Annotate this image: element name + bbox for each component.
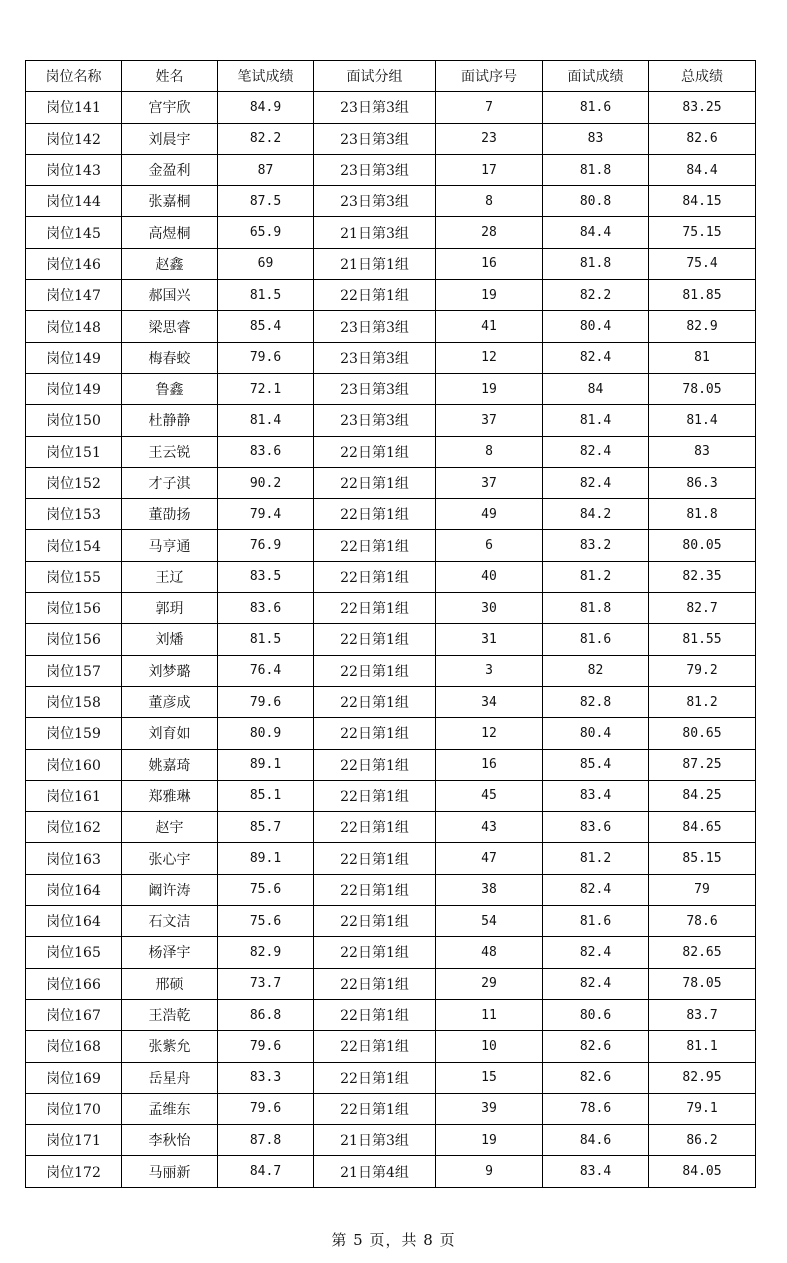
table-row	[26, 436, 756, 467]
col-interview-score-cell: 82.4	[543, 467, 649, 498]
col-name-cell: 杨泽宇	[122, 937, 218, 968]
col-interview-order-cell: 37	[436, 467, 543, 498]
col-interview-order-cell: 11	[436, 999, 543, 1030]
col-name-cell: 马亨通	[122, 530, 218, 561]
col-total-score-cell: 82.9	[649, 311, 756, 342]
col-interview-order-cell: 10	[436, 1031, 543, 1062]
col-name-cell: 金盈利	[122, 154, 218, 185]
col-total-score-cell: 80.65	[649, 718, 756, 749]
col-total-score-cell: 82.6	[649, 123, 756, 154]
table-row	[26, 405, 756, 436]
column-header-name: 姓名	[122, 61, 218, 92]
col-written-score-cell: 87.5	[218, 186, 314, 217]
col-interview-group-cell: 21日第3组	[314, 1125, 436, 1156]
col-position-cell: 岗位154	[26, 530, 122, 561]
col-interview-score-cell: 82.4	[543, 342, 649, 373]
col-total-score-cell: 83.25	[649, 92, 756, 123]
col-name-cell: 刘育如	[122, 718, 218, 749]
col-position-cell: 岗位147	[26, 280, 122, 311]
col-written-score-cell: 81.5	[218, 280, 314, 311]
col-interview-group-cell: 22日第1组	[314, 624, 436, 655]
col-interview-score-cell: 84.2	[543, 499, 649, 530]
col-interview-group-cell: 22日第1组	[314, 1093, 436, 1124]
table-row	[26, 1125, 756, 1156]
col-total-score-cell: 81.4	[649, 405, 756, 436]
col-written-score-cell: 89.1	[218, 749, 314, 780]
col-interview-group-cell: 22日第1组	[314, 530, 436, 561]
col-interview-group-cell: 23日第3组	[314, 373, 436, 404]
table-row	[26, 937, 756, 968]
column-header-interview-score: 面试成绩	[543, 61, 649, 92]
col-interview-score-cell: 81.6	[543, 624, 649, 655]
col-position-cell: 岗位169	[26, 1062, 122, 1093]
table-row	[26, 593, 756, 624]
table-row	[26, 1062, 756, 1093]
table-row	[26, 624, 756, 655]
col-written-score-cell: 83.5	[218, 561, 314, 592]
col-name-cell: 杜静静	[122, 405, 218, 436]
col-position-cell: 岗位151	[26, 436, 122, 467]
col-interview-score-cell: 80.4	[543, 718, 649, 749]
col-position-cell: 岗位145	[26, 217, 122, 248]
col-interview-score-cell: 81.2	[543, 843, 649, 874]
col-interview-score-cell: 81.8	[543, 593, 649, 624]
col-name-cell: 刘燔	[122, 624, 218, 655]
col-interview-order-cell: 19	[436, 280, 543, 311]
col-written-score-cell: 79.4	[218, 499, 314, 530]
table-row	[26, 843, 756, 874]
col-position-cell: 岗位142	[26, 123, 122, 154]
col-interview-score-cell: 82.4	[543, 937, 649, 968]
col-interview-order-cell: 48	[436, 937, 543, 968]
table-row	[26, 686, 756, 717]
col-interview-score-cell: 82	[543, 655, 649, 686]
col-interview-score-cell: 83.4	[543, 1156, 649, 1187]
col-interview-group-cell: 23日第3组	[314, 186, 436, 217]
col-total-score-cell: 81.55	[649, 624, 756, 655]
col-written-score-cell: 85.7	[218, 812, 314, 843]
col-written-score-cell: 69	[218, 248, 314, 279]
col-interview-order-cell: 19	[436, 373, 543, 404]
col-interview-group-cell: 23日第3组	[314, 342, 436, 373]
col-interview-group-cell: 23日第3组	[314, 311, 436, 342]
col-interview-score-cell: 80.8	[543, 186, 649, 217]
table-row	[26, 749, 756, 780]
col-position-cell: 岗位141	[26, 92, 122, 123]
col-interview-score-cell: 83.4	[543, 780, 649, 811]
col-total-score-cell: 81.8	[649, 499, 756, 530]
col-interview-group-cell: 22日第1组	[314, 718, 436, 749]
col-interview-order-cell: 17	[436, 154, 543, 185]
col-interview-score-cell: 82.6	[543, 1062, 649, 1093]
col-name-cell: 才子淇	[122, 467, 218, 498]
col-interview-group-cell: 22日第1组	[314, 812, 436, 843]
col-total-score-cell: 82.7	[649, 593, 756, 624]
col-name-cell: 梅春蛟	[122, 342, 218, 373]
col-interview-score-cell: 82.4	[543, 436, 649, 467]
col-written-score-cell: 83.3	[218, 1062, 314, 1093]
col-interview-group-cell: 22日第1组	[314, 655, 436, 686]
col-total-score-cell: 75.4	[649, 248, 756, 279]
col-total-score-cell: 79.2	[649, 655, 756, 686]
col-name-cell: 李秋怡	[122, 1125, 218, 1156]
col-interview-score-cell: 82.2	[543, 280, 649, 311]
col-interview-group-cell: 22日第1组	[314, 467, 436, 498]
col-interview-order-cell: 28	[436, 217, 543, 248]
table-row	[26, 467, 756, 498]
table-row	[26, 780, 756, 811]
col-interview-order-cell: 12	[436, 718, 543, 749]
col-interview-order-cell: 30	[436, 593, 543, 624]
column-header-written-score: 笔试成绩	[218, 61, 314, 92]
col-interview-group-cell: 22日第1组	[314, 937, 436, 968]
col-total-score-cell: 84.05	[649, 1156, 756, 1187]
col-interview-order-cell: 47	[436, 843, 543, 874]
col-position-cell: 岗位170	[26, 1093, 122, 1124]
col-position-cell: 岗位150	[26, 405, 122, 436]
col-position-cell: 岗位155	[26, 561, 122, 592]
col-interview-order-cell: 6	[436, 530, 543, 561]
col-interview-order-cell: 8	[436, 186, 543, 217]
col-interview-group-cell: 22日第1组	[314, 593, 436, 624]
table-row	[26, 999, 756, 1030]
col-position-cell: 岗位164	[26, 906, 122, 937]
col-position-cell: 岗位146	[26, 248, 122, 279]
col-interview-score-cell: 84	[543, 373, 649, 404]
col-written-score-cell: 89.1	[218, 843, 314, 874]
col-interview-group-cell: 22日第1组	[314, 686, 436, 717]
table-row	[26, 530, 756, 561]
col-interview-group-cell: 23日第3组	[314, 92, 436, 123]
col-interview-group-cell: 22日第1组	[314, 436, 436, 467]
col-interview-score-cell: 85.4	[543, 749, 649, 780]
column-header-position: 岗位名称	[26, 61, 122, 92]
col-name-cell: 郑雅琳	[122, 780, 218, 811]
col-position-cell: 岗位159	[26, 718, 122, 749]
col-position-cell: 岗位152	[26, 467, 122, 498]
col-interview-order-cell: 16	[436, 749, 543, 780]
col-position-cell: 岗位163	[26, 843, 122, 874]
table-row	[26, 906, 756, 937]
col-interview-score-cell: 81.8	[543, 154, 649, 185]
col-interview-group-cell: 23日第3组	[314, 405, 436, 436]
col-interview-group-cell: 22日第1组	[314, 843, 436, 874]
page-number: 第 5 页，共 8 页	[331, 1231, 456, 1249]
col-written-score-cell: 81.5	[218, 624, 314, 655]
col-name-cell: 宫宇欣	[122, 92, 218, 123]
table-row	[26, 123, 756, 154]
column-header-interview-order: 面试序号	[436, 61, 543, 92]
table-row	[26, 373, 756, 404]
col-written-score-cell: 80.9	[218, 718, 314, 749]
col-name-cell: 郭玥	[122, 593, 218, 624]
col-written-score-cell: 87.8	[218, 1125, 314, 1156]
col-interview-group-cell: 22日第1组	[314, 780, 436, 811]
col-position-cell: 岗位166	[26, 968, 122, 999]
col-position-cell: 岗位149	[26, 373, 122, 404]
col-name-cell: 王云锐	[122, 436, 218, 467]
col-written-score-cell: 84.7	[218, 1156, 314, 1187]
col-total-score-cell: 85.15	[649, 843, 756, 874]
col-position-cell: 岗位156	[26, 624, 122, 655]
col-position-cell: 岗位157	[26, 655, 122, 686]
col-interview-score-cell: 83	[543, 123, 649, 154]
table-row	[26, 1156, 756, 1187]
table-row	[26, 186, 756, 217]
col-total-score-cell: 84.4	[649, 154, 756, 185]
col-interview-order-cell: 40	[436, 561, 543, 592]
col-written-score-cell: 85.1	[218, 780, 314, 811]
col-interview-group-cell: 21日第4组	[314, 1156, 436, 1187]
table-body	[26, 92, 756, 1187]
table-row	[26, 248, 756, 279]
col-interview-order-cell: 45	[436, 780, 543, 811]
col-interview-score-cell: 81.4	[543, 405, 649, 436]
col-name-cell: 鲁鑫	[122, 373, 218, 404]
table-row	[26, 92, 756, 123]
col-name-cell: 董劭扬	[122, 499, 218, 530]
col-interview-order-cell: 41	[436, 311, 543, 342]
col-interview-group-cell: 22日第1组	[314, 499, 436, 530]
col-interview-group-cell: 23日第3组	[314, 123, 436, 154]
table-row	[26, 499, 756, 530]
col-total-score-cell: 82.35	[649, 561, 756, 592]
col-interview-score-cell: 83.6	[543, 812, 649, 843]
col-written-score-cell: 79.6	[218, 686, 314, 717]
col-written-score-cell: 87	[218, 154, 314, 185]
col-position-cell: 岗位171	[26, 1125, 122, 1156]
col-interview-score-cell: 80.4	[543, 311, 649, 342]
col-total-score-cell: 79.1	[649, 1093, 756, 1124]
col-position-cell: 岗位162	[26, 812, 122, 843]
table-row	[26, 968, 756, 999]
col-interview-order-cell: 39	[436, 1093, 543, 1124]
table-row	[26, 342, 756, 373]
col-name-cell: 孟维东	[122, 1093, 218, 1124]
col-interview-order-cell: 9	[436, 1156, 543, 1187]
table-row	[26, 718, 756, 749]
col-interview-group-cell: 22日第1组	[314, 968, 436, 999]
col-written-score-cell: 83.6	[218, 593, 314, 624]
col-interview-score-cell: 81.6	[543, 92, 649, 123]
col-written-score-cell: 79.6	[218, 342, 314, 373]
table-row	[26, 812, 756, 843]
col-total-score-cell: 84.25	[649, 780, 756, 811]
col-position-cell: 岗位156	[26, 593, 122, 624]
col-written-score-cell: 79.6	[218, 1093, 314, 1124]
col-interview-group-cell: 22日第1组	[314, 561, 436, 592]
col-position-cell: 岗位164	[26, 874, 122, 905]
col-interview-score-cell: 81.6	[543, 906, 649, 937]
col-total-score-cell: 81.85	[649, 280, 756, 311]
col-written-score-cell: 83.6	[218, 436, 314, 467]
col-name-cell: 刘晨宇	[122, 123, 218, 154]
col-written-score-cell: 73.7	[218, 968, 314, 999]
col-interview-score-cell: 78.6	[543, 1093, 649, 1124]
column-header-interview-group: 面试分组	[314, 61, 436, 92]
col-written-score-cell: 75.6	[218, 874, 314, 905]
col-interview-order-cell: 54	[436, 906, 543, 937]
col-interview-order-cell: 15	[436, 1062, 543, 1093]
col-written-score-cell: 86.8	[218, 999, 314, 1030]
col-interview-score-cell: 84.4	[543, 217, 649, 248]
col-interview-order-cell: 31	[436, 624, 543, 655]
col-position-cell: 岗位161	[26, 780, 122, 811]
col-position-cell: 岗位143	[26, 154, 122, 185]
col-interview-order-cell: 8	[436, 436, 543, 467]
col-interview-score-cell: 84.6	[543, 1125, 649, 1156]
col-interview-score-cell: 82.6	[543, 1031, 649, 1062]
col-position-cell: 岗位153	[26, 499, 122, 530]
col-interview-order-cell: 43	[436, 812, 543, 843]
col-name-cell: 邢硕	[122, 968, 218, 999]
col-interview-score-cell: 82.4	[543, 874, 649, 905]
col-written-score-cell: 82.9	[218, 937, 314, 968]
col-name-cell: 阚许涛	[122, 874, 218, 905]
col-total-score-cell: 82.95	[649, 1062, 756, 1093]
col-total-score-cell: 83.7	[649, 999, 756, 1030]
col-total-score-cell: 78.05	[649, 373, 756, 404]
header-row	[26, 61, 756, 92]
col-position-cell: 岗位165	[26, 937, 122, 968]
col-total-score-cell: 78.05	[649, 968, 756, 999]
col-name-cell: 梁思睿	[122, 311, 218, 342]
col-total-score-cell: 86.2	[649, 1125, 756, 1156]
col-written-score-cell: 75.6	[218, 906, 314, 937]
col-name-cell: 刘梦璐	[122, 655, 218, 686]
col-interview-score-cell: 81.2	[543, 561, 649, 592]
col-total-score-cell: 83	[649, 436, 756, 467]
table-row	[26, 874, 756, 905]
col-interview-order-cell: 34	[436, 686, 543, 717]
col-total-score-cell: 84.65	[649, 812, 756, 843]
col-total-score-cell: 81.1	[649, 1031, 756, 1062]
col-written-score-cell: 84.9	[218, 92, 314, 123]
col-interview-group-cell: 22日第1组	[314, 280, 436, 311]
score-table	[25, 60, 756, 1188]
col-name-cell: 王辽	[122, 561, 218, 592]
col-interview-score-cell: 82.4	[543, 968, 649, 999]
col-interview-order-cell: 19	[436, 1125, 543, 1156]
col-interview-group-cell: 22日第1组	[314, 874, 436, 905]
col-interview-group-cell: 22日第1组	[314, 1062, 436, 1093]
col-total-score-cell: 80.05	[649, 530, 756, 561]
col-interview-group-cell: 22日第1组	[314, 906, 436, 937]
col-total-score-cell: 82.65	[649, 937, 756, 968]
col-name-cell: 张心宇	[122, 843, 218, 874]
table-row	[26, 217, 756, 248]
col-interview-order-cell: 16	[436, 248, 543, 279]
col-position-cell: 岗位160	[26, 749, 122, 780]
col-interview-order-cell: 49	[436, 499, 543, 530]
col-name-cell: 王浩乾	[122, 999, 218, 1030]
col-position-cell: 岗位167	[26, 999, 122, 1030]
col-position-cell: 岗位149	[26, 342, 122, 373]
col-interview-score-cell: 83.2	[543, 530, 649, 561]
col-name-cell: 马丽新	[122, 1156, 218, 1187]
table-row	[26, 561, 756, 592]
col-name-cell: 赵宇	[122, 812, 218, 843]
col-written-score-cell: 81.4	[218, 405, 314, 436]
col-total-score-cell: 81	[649, 342, 756, 373]
col-written-score-cell: 85.4	[218, 311, 314, 342]
col-name-cell: 张嘉桐	[122, 186, 218, 217]
col-interview-score-cell: 82.8	[543, 686, 649, 717]
col-interview-order-cell: 23	[436, 123, 543, 154]
col-total-score-cell: 84.15	[649, 186, 756, 217]
col-name-cell: 岳星舟	[122, 1062, 218, 1093]
col-interview-order-cell: 29	[436, 968, 543, 999]
col-interview-group-cell: 21日第3组	[314, 217, 436, 248]
col-total-score-cell: 75.15	[649, 217, 756, 248]
col-name-cell: 董彦成	[122, 686, 218, 717]
table-row	[26, 1031, 756, 1062]
col-interview-order-cell: 12	[436, 342, 543, 373]
col-total-score-cell: 86.3	[649, 467, 756, 498]
col-name-cell: 赵鑫	[122, 248, 218, 279]
col-name-cell: 高煜桐	[122, 217, 218, 248]
col-position-cell: 岗位168	[26, 1031, 122, 1062]
col-written-score-cell: 90.2	[218, 467, 314, 498]
col-position-cell: 岗位144	[26, 186, 122, 217]
col-interview-group-cell: 22日第1组	[314, 749, 436, 780]
col-interview-group-cell: 23日第3组	[314, 154, 436, 185]
table-row	[26, 655, 756, 686]
col-position-cell: 岗位158	[26, 686, 122, 717]
col-name-cell: 郝国兴	[122, 280, 218, 311]
col-interview-score-cell: 81.8	[543, 248, 649, 279]
col-name-cell: 张紫允	[122, 1031, 218, 1062]
col-total-score-cell: 79	[649, 874, 756, 905]
col-written-score-cell: 76.4	[218, 655, 314, 686]
col-written-score-cell: 79.6	[218, 1031, 314, 1062]
col-interview-group-cell: 22日第1组	[314, 1031, 436, 1062]
col-written-score-cell: 76.9	[218, 530, 314, 561]
col-written-score-cell: 72.1	[218, 373, 314, 404]
table-row	[26, 280, 756, 311]
col-interview-order-cell: 3	[436, 655, 543, 686]
col-written-score-cell: 65.9	[218, 217, 314, 248]
col-interview-order-cell: 7	[436, 92, 543, 123]
col-interview-score-cell: 80.6	[543, 999, 649, 1030]
column-header-total-score: 总成绩	[649, 61, 756, 92]
col-interview-group-cell: 22日第1组	[314, 999, 436, 1030]
col-total-score-cell: 87.25	[649, 749, 756, 780]
col-interview-order-cell: 38	[436, 874, 543, 905]
col-position-cell: 岗位148	[26, 311, 122, 342]
col-position-cell: 岗位172	[26, 1156, 122, 1187]
col-name-cell: 姚嘉琦	[122, 749, 218, 780]
col-interview-group-cell: 21日第1组	[314, 248, 436, 279]
col-total-score-cell: 81.2	[649, 686, 756, 717]
table-row	[26, 154, 756, 185]
col-total-score-cell: 78.6	[649, 906, 756, 937]
col-name-cell: 石文洁	[122, 906, 218, 937]
table-row	[26, 1093, 756, 1124]
col-interview-order-cell: 37	[436, 405, 543, 436]
col-written-score-cell: 82.2	[218, 123, 314, 154]
table-row	[26, 311, 756, 342]
